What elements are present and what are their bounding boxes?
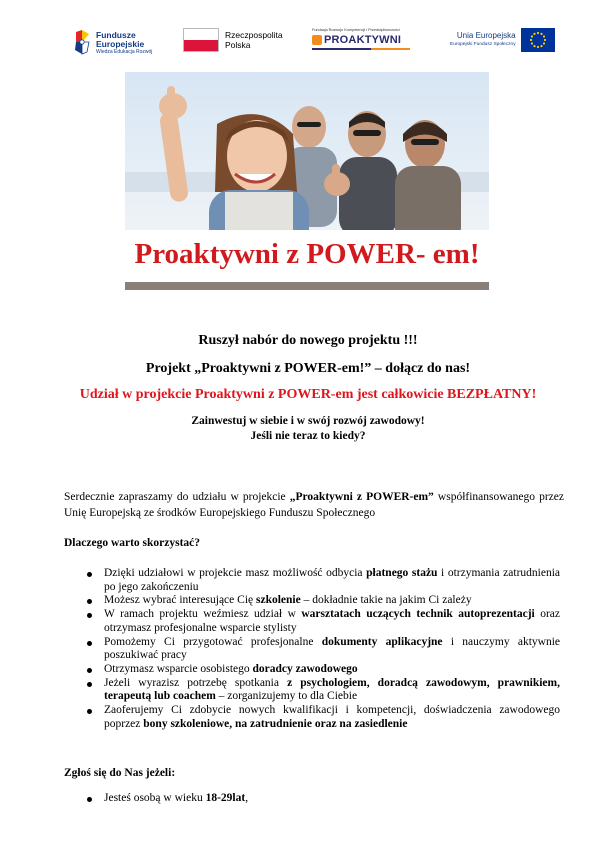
rp-line2: Polska bbox=[225, 40, 251, 50]
proaktywni-foundation-text: Fundacja Rozwoju Kompetencji i Przedsiębiorczości bbox=[312, 28, 400, 32]
fe-star-icon bbox=[72, 28, 92, 58]
benefits-list bbox=[92, 567, 560, 731]
logo-bar bbox=[0, 28, 616, 68]
recruitment-heading: Ruszył nabór do nowego projektu !!! bbox=[198, 333, 418, 348]
hero-title: Proaktywni z POWER- em! bbox=[134, 238, 480, 270]
proaktywni-underline bbox=[312, 48, 410, 50]
eligibility-list bbox=[92, 792, 560, 806]
list-item: Pomożemy Ci przygotować profesjonalne dokumenty aplikacyjne i nauczymy aktywnie poszukiwać pracy bbox=[92, 636, 560, 663]
project-heading: Projekt „Proaktywni z POWER-em!” – dołącz do nas! bbox=[145, 361, 471, 376]
proaktywni-name: PROAKTYWNI bbox=[324, 34, 402, 46]
if-not-now-line: Jeśli nie teraz to kiedy? bbox=[250, 430, 366, 442]
apply-heading: Zgłoś się do Nas jeżeli: bbox=[64, 767, 176, 779]
polish-flag-icon bbox=[183, 28, 219, 52]
proaktywni-square-icon bbox=[312, 35, 322, 45]
fe-line3: Wiedza Edukacja Rozwój bbox=[96, 48, 153, 55]
why-heading: Dlaczego warto skorzystać? bbox=[64, 537, 201, 549]
list-item: Zaoferujemy Ci zdobycie nowych kwalifikacji i kompetencji, doświadczenia zawodowego poprzez bony szkoleniowe, na zatrudnienie oraz na zasiedlenie bbox=[92, 704, 560, 731]
ue-line2: Europejski Fundusz Społeczny bbox=[450, 42, 516, 47]
invest-line: Zainwestuj w siebie i w swój rozwój zawodowy! bbox=[191, 415, 425, 427]
rp-line1: Rzeczpospolita bbox=[225, 30, 283, 40]
list-item: Możesz wybrać interesujące Cię szkolenie – dokładnie takie na jakim Ci zależy bbox=[92, 594, 560, 608]
hero-banner bbox=[125, 72, 489, 290]
intro-pre: Serdecznie zapraszamy do udziału w projekcie bbox=[64, 491, 290, 503]
list-item: W ramach projektu weźmiesz udział w warsztatach uczących technik autoprezentacji oraz otrzymasz profesjonalne wsparcie stylisty bbox=[92, 608, 560, 635]
list-item: Jesteś osobą w wieku 18-29lat, bbox=[92, 792, 560, 806]
intro-paragraph bbox=[64, 489, 564, 521]
list-item: Dzięki udziałowi w projekcie masz możliwość odbycia płatnego stażu i otrzymania zatrudnienia po jego zakończeniu bbox=[92, 567, 560, 594]
free-participation-heading: Udział w projekcie Proaktywni z POWER-em jest całkowicie BEZPŁATNY! bbox=[79, 387, 537, 402]
ue-line1: Unia Europejska bbox=[456, 31, 516, 40]
list-item: Otrzymasz wsparcie osobistego doradcy zawodowego bbox=[92, 663, 560, 677]
fundusze-europejskie-logo bbox=[72, 28, 152, 58]
eu-flag-icon bbox=[521, 28, 555, 52]
fe-line2: Europejskie bbox=[96, 38, 145, 49]
intro-post: współfinansowanego przez Unię Europejską ze środków Europejskiego Funduszu Społecznego bbox=[64, 491, 564, 519]
list-item: Jeżeli wyrazisz potrzebę spotkania z psychologiem, doradcą zawodowym, prawnikiem, terapeutą lub coachem – zorganizujemy to dla Ciebie bbox=[92, 677, 560, 704]
unia-europejska-logo bbox=[450, 28, 555, 52]
fe-line1: Fundusze bbox=[96, 29, 136, 40]
rzeczpospolita-polska-logo bbox=[183, 28, 283, 52]
proaktywni-logo bbox=[312, 28, 410, 50]
intro-project-name: „Proaktywni z POWER-em” bbox=[289, 491, 434, 503]
